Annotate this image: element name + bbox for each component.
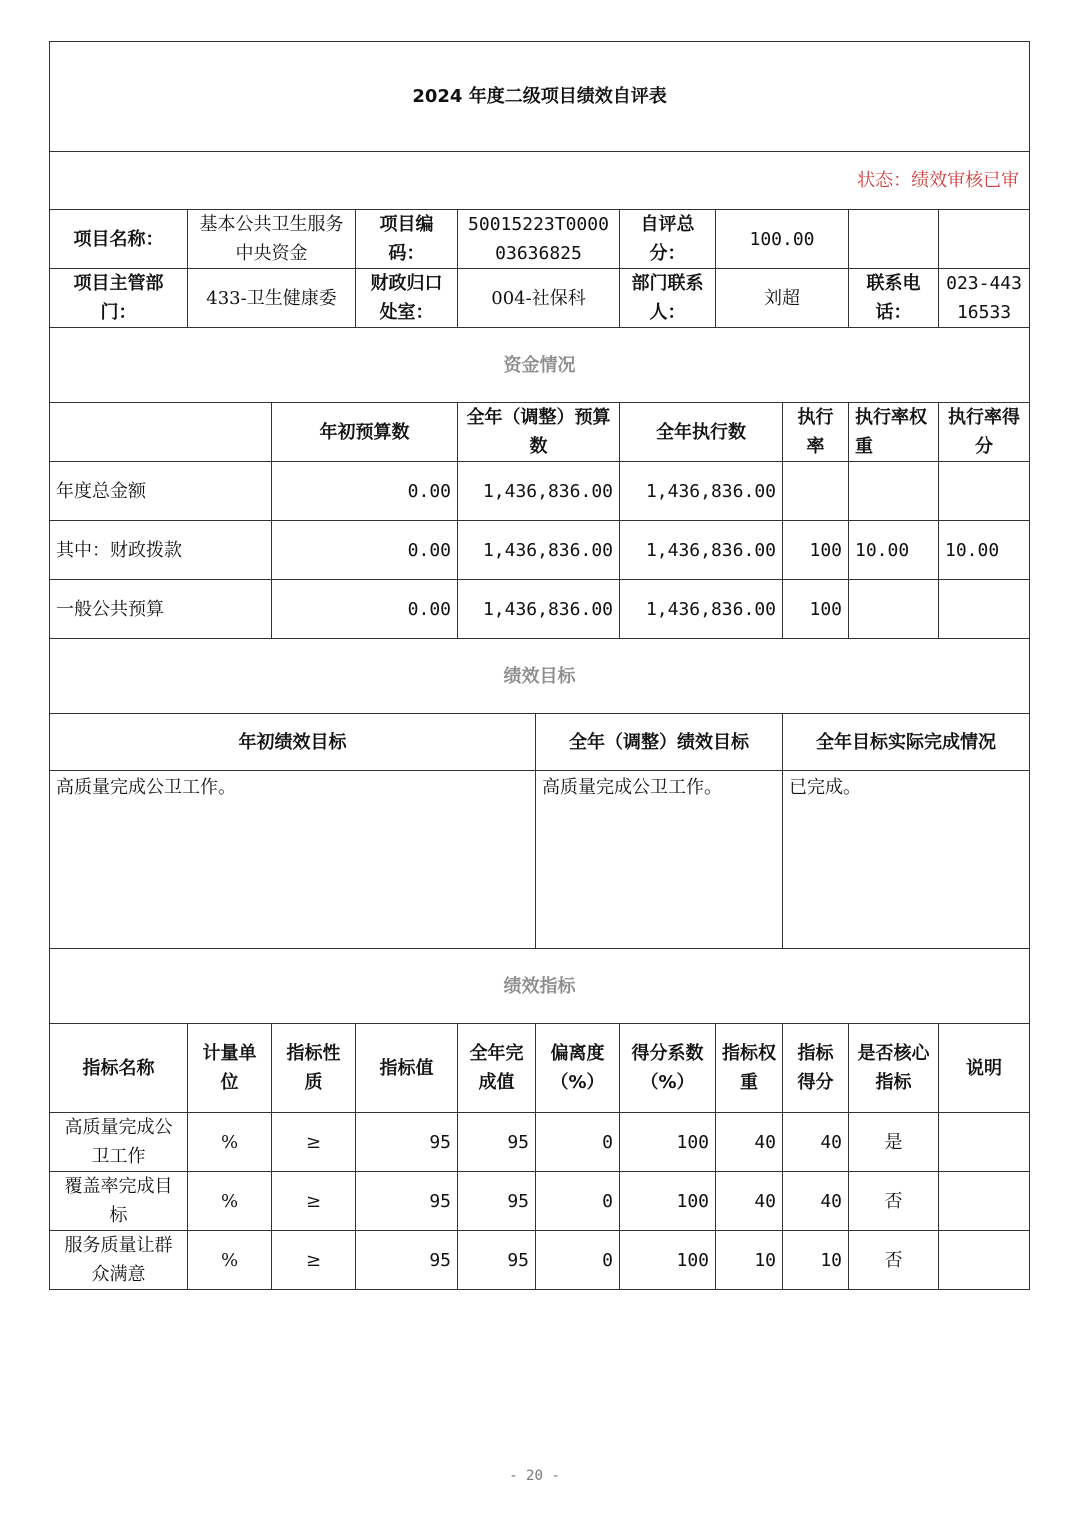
phone-label: 联系电话：: [849, 269, 939, 328]
ind-note: [939, 1113, 1030, 1172]
ind-header-name: 指标名称: [50, 1024, 188, 1113]
funds-row-initial: 0.00: [272, 462, 458, 521]
ind-header-score: 指标得分: [783, 1024, 849, 1113]
funds-header-empty: [50, 403, 272, 462]
project-name-label: 项目名称：: [50, 210, 188, 269]
funds-row-adjusted: 1,436,836.00: [458, 462, 620, 521]
ind-weight: 10: [716, 1231, 783, 1290]
funds-row: [50, 580, 1030, 639]
ind-header-deviation: 偏离度（%）: [536, 1024, 620, 1113]
goals-actual-text: 已完成。: [783, 771, 1030, 949]
ind-score: 10: [783, 1231, 849, 1290]
funds-row-rate: [783, 462, 849, 521]
ind-deviation: 0: [536, 1113, 620, 1172]
ind-coef: 100: [620, 1172, 716, 1231]
ind-weight: 40: [716, 1113, 783, 1172]
ind-deviation: 0: [536, 1172, 620, 1231]
ind-value: 95: [356, 1231, 458, 1290]
funds-row: [50, 521, 1030, 580]
ind-weight: 40: [716, 1172, 783, 1231]
ind-unit: %: [188, 1231, 272, 1290]
funds-header-rate: 执行率: [783, 403, 849, 462]
dept-value: 433-卫生健康委: [188, 269, 356, 328]
ind-unit: %: [188, 1113, 272, 1172]
indicator-row: [50, 1113, 1030, 1172]
project-name-value: 基本公共卫生服务中央资金: [188, 210, 356, 269]
funds-header-score: 执行率得分: [939, 403, 1030, 462]
funds-row-name-text: 一般公共预算: [56, 598, 164, 620]
funds-row-weight: [849, 580, 939, 639]
goals-section-title: 绩效目标: [50, 639, 1030, 714]
performance-form: [49, 41, 1030, 1290]
funds-row-name: [50, 580, 272, 639]
funds-row-name: 年度总金额: [50, 462, 272, 521]
funds-row: [50, 462, 1030, 521]
dept-label: 项目主管部门：: [50, 269, 188, 328]
ind-core: 否: [849, 1231, 939, 1290]
funds-row-adjusted: 1,436,836.00: [458, 580, 620, 639]
goals-header-adjusted: 全年（调整）绩效目标: [536, 714, 783, 771]
phone-value: 023-44316533: [939, 269, 1030, 328]
goals-header-actual: 全年目标实际完成情况: [783, 714, 1030, 771]
funds-row-adjusted: 1,436,836.00: [458, 521, 620, 580]
form-title: 2024 年度二级项目绩效自评表: [50, 42, 1030, 152]
contact-value: 刘超: [716, 269, 849, 328]
ind-deviation: 0: [536, 1231, 620, 1290]
ind-unit: %: [188, 1172, 272, 1231]
ind-name: 覆盖率完成目标: [50, 1172, 188, 1231]
goals-adjusted-text: 高质量完成公卫工作。: [536, 771, 783, 949]
ind-core: 否: [849, 1172, 939, 1231]
funds-row-executed: 1,436,836.00: [620, 462, 783, 521]
funds-row-executed: 1,436,836.00: [620, 580, 783, 639]
score-value: 100.00: [716, 210, 849, 269]
ind-coef: 100: [620, 1231, 716, 1290]
ind-value: 95: [356, 1172, 458, 1231]
ind-actual: 95: [458, 1231, 536, 1290]
ind-header-value: 指标值: [356, 1024, 458, 1113]
empty-cell: [939, 210, 1030, 269]
funds-header-weight: 执行率权重: [849, 403, 939, 462]
ind-value: 95: [356, 1113, 458, 1172]
ind-name: 高质量完成公卫工作: [50, 1113, 188, 1172]
ind-header-weight: 指标权重: [716, 1024, 783, 1113]
goals-initial-text: 高质量完成公卫工作。: [50, 771, 536, 949]
ind-core: 是: [849, 1113, 939, 1172]
funds-row-rate: 100: [783, 580, 849, 639]
ind-header-nature: 指标性质: [272, 1024, 356, 1113]
funds-row-name-text: 其中：财政拨款: [56, 539, 182, 561]
score-label: 自评总分：: [620, 210, 716, 269]
finance-office-value: 004-社保科: [458, 269, 620, 328]
ind-score: 40: [783, 1113, 849, 1172]
contact-label: 部门联系人：: [620, 269, 716, 328]
indicators-section-title: 绩效指标: [50, 949, 1030, 1024]
funds-row-executed: 1,436,836.00: [620, 521, 783, 580]
funds-row-score: [939, 462, 1030, 521]
ind-nature: ≥: [272, 1172, 356, 1231]
ind-header-coef: 得分系数（%）: [620, 1024, 716, 1113]
empty-cell: [849, 210, 939, 269]
ind-score: 40: [783, 1172, 849, 1231]
page-number: - 20 -: [509, 1468, 560, 1484]
ind-nature: ≥: [272, 1231, 356, 1290]
project-code-label: 项目编码：: [356, 210, 458, 269]
funds-row-score: [939, 580, 1030, 639]
funds-row-initial: 0.00: [272, 580, 458, 639]
ind-header-note: 说明: [939, 1024, 1030, 1113]
indicator-row: [50, 1172, 1030, 1231]
funds-header-adjusted: 全年（调整）预算数: [458, 403, 620, 462]
ind-header-core: 是否核心指标: [849, 1024, 939, 1113]
funds-row-rate: 100: [783, 521, 849, 580]
goals-header-initial: 年初绩效目标: [50, 714, 536, 771]
funds-row-score: 10.00: [939, 521, 1030, 580]
funds-row-initial: 0.00: [272, 521, 458, 580]
status-label: 状态：绩效审核已审: [50, 152, 1030, 210]
ind-coef: 100: [620, 1113, 716, 1172]
ind-header-unit: 计量单位: [188, 1024, 272, 1113]
ind-actual: 95: [458, 1172, 536, 1231]
funds-row-weight: 10.00: [849, 521, 939, 580]
funds-row-weight: [849, 462, 939, 521]
ind-header-actual: 全年完成值: [458, 1024, 536, 1113]
indicator-row: [50, 1231, 1030, 1290]
ind-note: [939, 1231, 1030, 1290]
ind-name: 服务质量让群众满意: [50, 1231, 188, 1290]
ind-nature: ≥: [272, 1113, 356, 1172]
funds-header-executed: 全年执行数: [620, 403, 783, 462]
ind-note: [939, 1172, 1030, 1231]
ind-actual: 95: [458, 1113, 536, 1172]
funds-section-title: 资金情况: [50, 328, 1030, 403]
funds-header-initial: 年初预算数: [272, 403, 458, 462]
project-code-value: 50015223T000003636825: [458, 210, 620, 269]
funds-row-name: [50, 521, 272, 580]
finance-office-label: 财政归口处室：: [356, 269, 458, 328]
